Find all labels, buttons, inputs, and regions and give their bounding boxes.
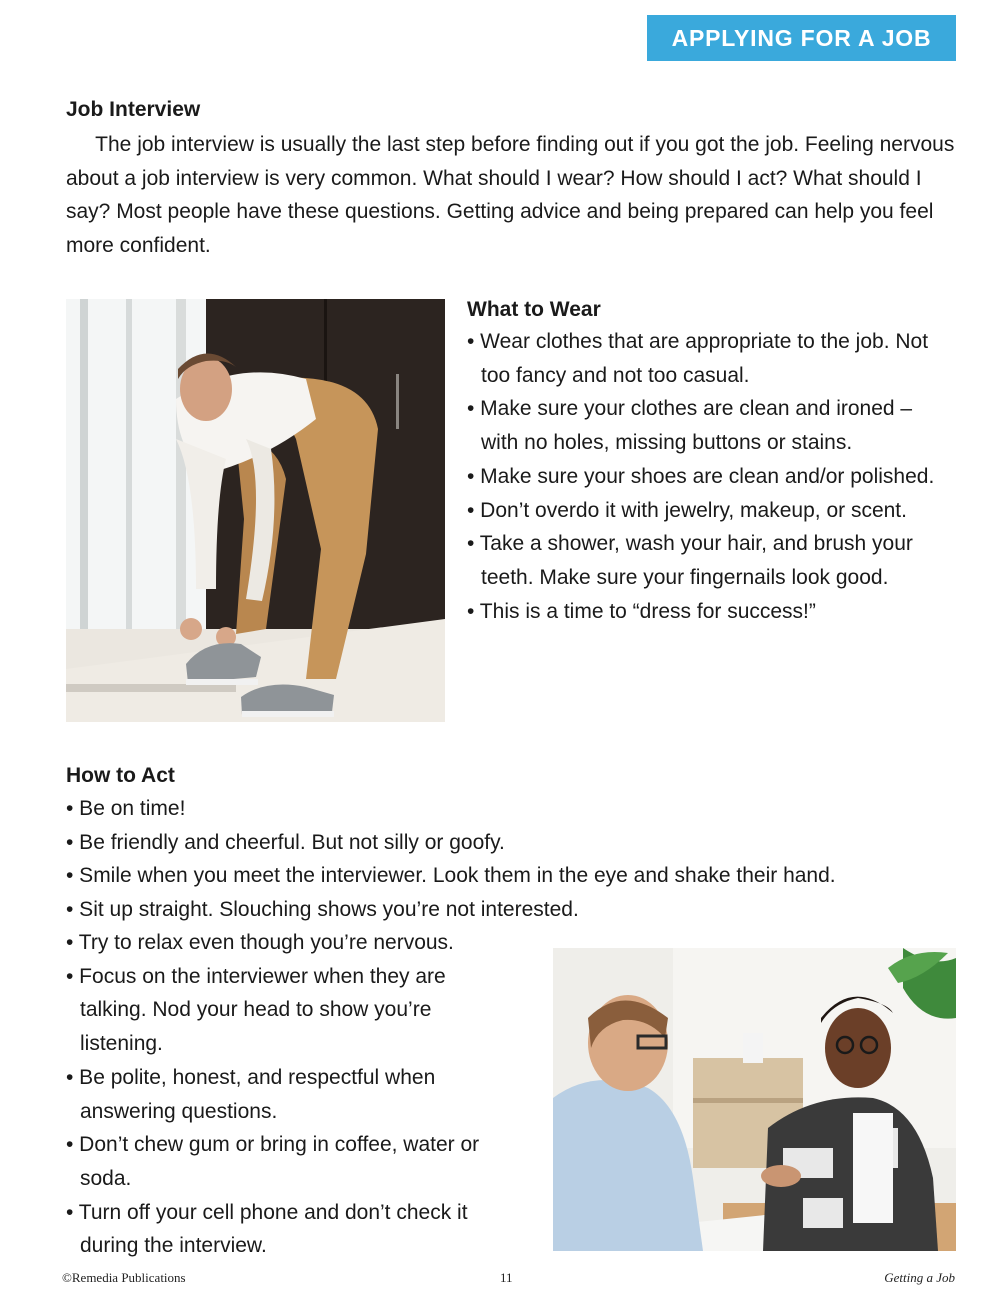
section-banner: APPLYING FOR A JOB (647, 15, 956, 61)
page-number: 11 (500, 1270, 513, 1285)
intro-paragraph: The job interview is usually the last step before finding out if you got the job. Feeling nervous about a job interview is very common. What should I wear? How should I act? What should I say? Most people have these questions. Getting advice and being prepared can help you feel more confident. (66, 133, 955, 258)
list-item: • Be friendly and cheerful. But not silly or goofy. (66, 830, 505, 854)
list-item: • Don’t overdo it with jewelry, makeup, or scent. (467, 498, 907, 522)
list-item: • Don’t chew gum or bring in coffee, water or soda. (66, 1133, 480, 1190)
list-item: • Be on time! (66, 797, 186, 820)
what-to-wear-heading: What to Wear (467, 298, 601, 321)
book-title: Getting a Job (884, 1270, 955, 1285)
list-item: • Make sure your clothes are clean and ironed – with no holes, missing buttons or stains. (467, 397, 913, 455)
how-to-act-heading: How to Act (66, 764, 175, 787)
how-to-act-list-top (66, 792, 946, 927)
list-item: • Focus on the interviewer when they are talking. Nod your head to show you’re listening. (66, 964, 446, 1056)
publisher-credit: ©Remedia Publications (62, 1270, 186, 1285)
how-to-act-list-bottom (66, 926, 511, 1263)
list-item: • Take a shower, wash your hair, and brush your teeth. Make sure your fingernails look good. (467, 532, 913, 589)
what-to-wear-list (467, 325, 953, 628)
list-item: • Sit up straight. Slouching shows you’re not interested. (66, 898, 579, 922)
man-tying-shoe-photo (66, 299, 445, 722)
list-item: • Be polite, honest, and respectful when answering questions. (66, 1065, 436, 1123)
list-item: • This is a time to “dress for success!” (467, 599, 816, 623)
job-interview-heading: Job Interview (66, 98, 201, 121)
list-item: • Wear clothes that are appropriate to the job. Not too fancy and not too casual. (467, 330, 929, 387)
list-item: • Smile when you meet the interviewer. Look them in the eye and shake their hand. (66, 864, 836, 888)
list-item: • Turn off your cell phone and don’t check it during the interview. (66, 1200, 468, 1258)
list-item: • Make sure your shoes are clean and/or polished. (467, 464, 935, 488)
list-item: • Try to relax even though you’re nervous. (66, 931, 454, 954)
interview-handshake-photo (553, 948, 956, 1251)
